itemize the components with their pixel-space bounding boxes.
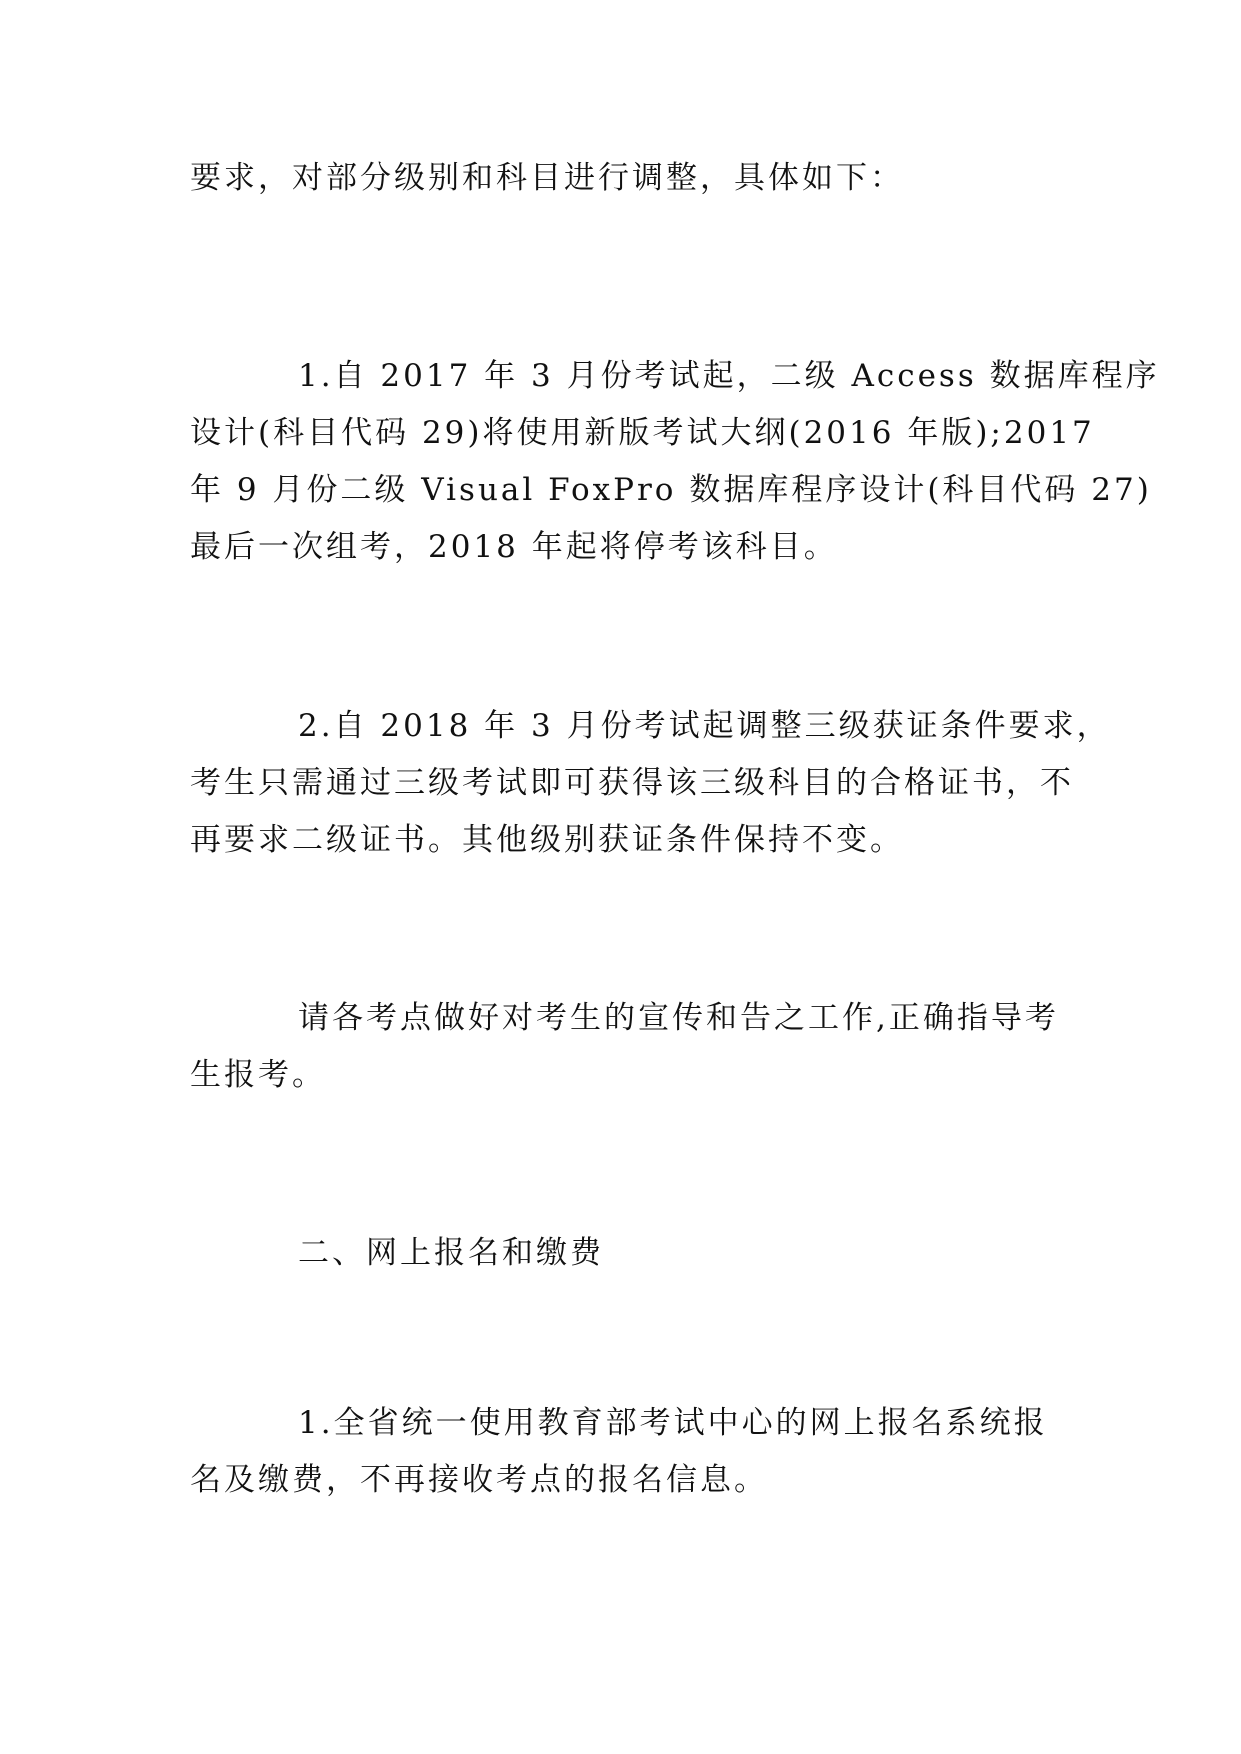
item-1-paragraph: [190, 348, 1160, 576]
heading-text: 二、网上报名和缴费: [298, 1235, 604, 1271]
text-line: 名及缴费，不再接收考点的报名信息。: [190, 1462, 768, 1498]
text-line: 1.全省统一使用教育部考试中心的网上报名系统报: [298, 1405, 1048, 1441]
notice-paragraph: [190, 990, 1059, 1104]
intro-paragraph: [190, 150, 1055, 207]
text-line: 再要求二级证书。其他级别获证条件保持不变。: [190, 822, 904, 858]
text-line: 1.自 2017 年 3 月份考试起，二级 Access 数据库程序: [298, 358, 1160, 394]
text-line: 设计(科目代码 29)将使用新版考试大纲(2016 年版);2017: [190, 415, 1095, 451]
text-line: 考生只需通过三级考试即可获得该三级科目的合格证书，不: [190, 765, 1074, 801]
section-2-heading: [190, 1225, 1055, 1282]
text-line: 最后一次组考，2018 年起将停考该科目。: [190, 529, 838, 565]
item-2-paragraph: [190, 698, 1111, 869]
text-line: 要求，对部分级别和科目进行调整，具体如下：: [190, 160, 904, 196]
text-line: 请各考点做好对考生的宣传和告之工作,正确指导考: [298, 1000, 1059, 1036]
section-2-item-1-paragraph: [190, 1395, 1055, 1509]
text-line: 生报考。: [190, 1057, 326, 1093]
text-line: 年 9 月份二级 Visual FoxPro 数据库程序设计(科目代码 27): [190, 472, 1152, 508]
text-line: 2.自 2018 年 3 月份考试起调整三级获证条件要求，: [298, 708, 1111, 744]
